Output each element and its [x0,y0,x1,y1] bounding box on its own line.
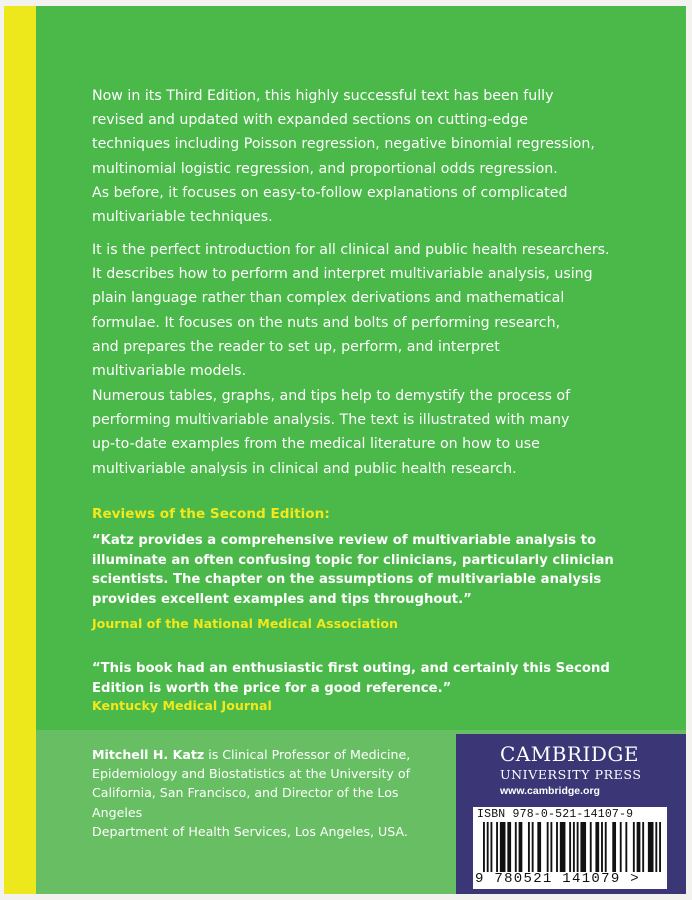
barcode-icon [483,822,661,872]
review-quote-2: “This book had an enthusiastic first outing, and certainly this Second Edition is worth the price for a good reference.” [92,661,610,696]
publisher-url: www.cambridge.org [500,785,600,797]
barcode-bar [605,822,607,872]
barcode-bar [601,822,603,872]
barcode-digits: 9 780521 141079 > [475,871,640,887]
barcode-bar [590,822,592,872]
review-quote-1: “Katz provides a comprehensive review of multivariable analysis to illuminate an often confusing topic for clinicians, particularly clinician scientists. The chapter on the assumptions of multivariable analysis provides excellent examples and tips throughout.” [92,533,614,607]
barcode-bar [490,822,492,872]
barcode-bar [487,822,489,872]
barcode-bar [573,822,575,872]
author-name: Mitchell H. Katz [92,747,205,762]
barcode-bar [659,822,661,872]
barcode-bar [500,822,506,872]
barcode-bar [556,822,558,872]
barcode-bar [519,822,523,872]
author-bio-text: is Clinical Professor of Medicine, Epidemiology and Biostatistics at the University of California, San Francisco, and Director of the Los Angeles Department of Health Services, Los Angeles, USA. [92,747,411,839]
barcode-bar [595,822,599,872]
barcode-bar [620,822,622,872]
barcode-bar [612,822,616,872]
barcode-bar [532,822,534,872]
review-source-1: Journal of the National Medical Association [92,616,398,631]
barcode-bar [507,822,511,872]
author-bio [92,745,452,841]
barcode-bar [633,822,635,872]
isbn-label: ISBN 978-0-521-14107-9 [477,808,634,821]
barcode-bar [580,822,586,872]
barcode-bar [637,822,641,872]
barcode-bar [515,822,517,872]
publisher-logo-name: CAMBRIDGE [500,742,639,766]
barcode-bar [642,822,644,872]
description-paragraph-3: Numerous tables, graphs, and tips help to demystify the process of performing multivariable analysis. The text is illustrated with many up-to-date examples from the medical literature on how to use multivariable analysis in clinical and public health research. [92,388,571,477]
description-paragraph-2: It is the perfect introduction for all clinical and public health researchers. It describes how to perform and interpret multivariable analysis, using plain language rather than complex derivations and mathematical formulae. It focuses on the nuts and bolts of performing research, and prepares the reader to set up, perform, and interpret multivariable models. [92,242,610,380]
barcode-bar [577,822,579,872]
barcode-bar [550,822,552,872]
description-paragraph-1: Now in its Third Edition, this highly successful text has been fully revised and updated with expanded sections on cutting-edge techniques including Poisson regression, negative binomial regression, multinomial logistic regression, and proportional odds regression. As before, it focuses on easy-to-follow explanations of complicated multivariable techniques. [92,88,595,226]
barcode-panel [473,807,667,889]
barcode-bar [528,822,530,872]
barcode-bar [625,822,627,872]
barcode-bar [655,822,657,872]
barcode-bar [496,822,498,872]
book-back-cover [4,6,686,894]
barcode-bar [569,822,571,872]
reviews-heading: Reviews of the Second Edition: [92,506,330,522]
barcode-bar [547,822,549,872]
publisher-box [456,734,686,894]
barcode-bar [537,822,541,872]
publisher-logo-press: UNIVERSITY PRESS [500,767,642,782]
barcode-bar [483,822,485,872]
barcode-bar [648,822,654,872]
spine-stripe [4,6,36,894]
barcode-bar [560,822,566,872]
review-source-2: Kentucky Medical Journal [92,698,272,713]
